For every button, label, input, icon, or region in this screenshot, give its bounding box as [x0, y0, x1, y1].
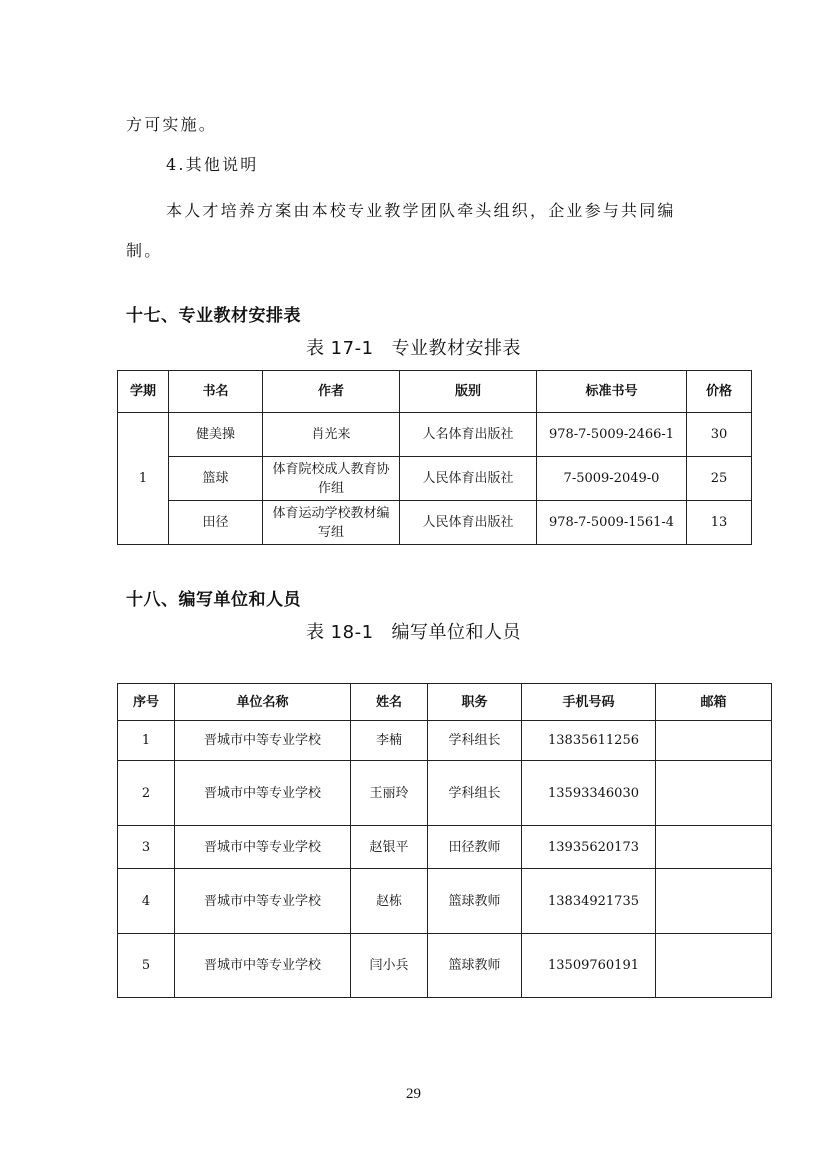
table-row: [118, 761, 772, 826]
table-row: [118, 869, 772, 934]
table-row: [118, 721, 772, 761]
publisher-cell: 人名体育出版社: [400, 413, 537, 457]
index-cell: 4: [118, 869, 175, 934]
index-cell: 2: [118, 761, 175, 826]
phone-cell: 13509760191: [522, 934, 656, 998]
role-cell: 田径教师: [428, 826, 522, 869]
table-caption-18-1: [0, 618, 827, 644]
name-cell: 李楠: [351, 721, 428, 761]
unit-cell: 晋城市中等专业学校: [175, 869, 351, 934]
publisher-cell: 人民体育出版社: [400, 457, 537, 501]
table-row: [118, 501, 752, 545]
index-cell: 5: [118, 934, 175, 998]
header-cell: 标准书号: [537, 371, 687, 413]
table-row: [118, 826, 772, 869]
textbook-table: [117, 370, 752, 545]
index-cell: 3: [118, 826, 175, 869]
book-cell: 健美操: [169, 413, 263, 457]
header-cell: 价格: [687, 371, 752, 413]
phone-cell: 13835611256: [522, 721, 656, 761]
unit-cell: 晋城市中等专业学校: [175, 721, 351, 761]
email-cell: [656, 934, 772, 998]
header-cell: 学期: [118, 371, 169, 413]
table-header-row: [118, 684, 772, 721]
header-cell: 邮箱: [656, 684, 772, 721]
isbn-cell: 978-7-5009-2466-1: [537, 413, 687, 457]
header-cell: 序号: [118, 684, 175, 721]
author-cell: 肖光来: [263, 413, 400, 457]
section-heading-textbooks: 十七、专业教材安排表: [126, 306, 301, 326]
subheading-other-notes: 4.其他说明: [166, 155, 259, 174]
table-caption-17-1: [0, 334, 827, 360]
email-cell: [656, 761, 772, 826]
authors-table: [117, 683, 772, 998]
caption-number: 表 18-1: [305, 622, 374, 643]
role-cell: 篮球教师: [428, 869, 522, 934]
page-number: 29: [406, 1086, 421, 1102]
role-cell: 篮球教师: [428, 934, 522, 998]
publisher-cell: 人民体育出版社: [400, 501, 537, 545]
index-cell: 1: [118, 721, 175, 761]
author-cell: 体育运动学校教材编写组: [263, 501, 400, 545]
body-line-paragraph: 本人才培养方案由本校专业教学团队牵头组织，企业参与共同编: [166, 201, 676, 220]
email-cell: [656, 721, 772, 761]
table-row: [118, 934, 772, 998]
semester-cell: 1: [118, 413, 169, 545]
unit-cell: 晋城市中等专业学校: [175, 761, 351, 826]
phone-cell: 13593346030: [522, 761, 656, 826]
name-cell: 赵银平: [351, 826, 428, 869]
caption-number: 表 17-1: [305, 338, 374, 359]
table-header-row: [118, 371, 752, 413]
email-cell: [656, 826, 772, 869]
price-cell: 25: [687, 457, 752, 501]
body-line-paragraph-end: 制。: [126, 241, 163, 260]
phone-cell: 13935620173: [522, 826, 656, 869]
header-cell: 姓名: [351, 684, 428, 721]
header-cell: 手机号码: [522, 684, 656, 721]
header-cell: 书名: [169, 371, 263, 413]
caption-title: 专业教材安排表: [391, 338, 522, 359]
role-cell: 学科组长: [428, 721, 522, 761]
isbn-cell: 978-7-5009-1561-4: [537, 501, 687, 545]
role-cell: 学科组长: [428, 761, 522, 826]
name-cell: 闫小兵: [351, 934, 428, 998]
price-cell: 13: [687, 501, 752, 545]
header-cell: 职务: [428, 684, 522, 721]
section-heading-authors: 十八、编写单位和人员: [126, 590, 301, 610]
table-row: [118, 457, 752, 501]
book-cell: 田径: [169, 501, 263, 545]
book-cell: 篮球: [169, 457, 263, 501]
header-cell: 单位名称: [175, 684, 351, 721]
email-cell: [656, 869, 772, 934]
price-cell: 30: [687, 413, 752, 457]
unit-cell: 晋城市中等专业学校: [175, 826, 351, 869]
caption-title: 编写单位和人员: [391, 622, 522, 643]
unit-cell: 晋城市中等专业学校: [175, 934, 351, 998]
phone-cell: 13834921735: [522, 869, 656, 934]
isbn-cell: 7-5009-2049-0: [537, 457, 687, 501]
body-line-continuation: 方可实施。: [126, 115, 218, 134]
name-cell: 赵栋: [351, 869, 428, 934]
header-cell: 作者: [263, 371, 400, 413]
header-cell: 版别: [400, 371, 537, 413]
author-cell: 体育院校成人教育协作组: [263, 457, 400, 501]
name-cell: 王丽玲: [351, 761, 428, 826]
table-row: [118, 413, 752, 457]
